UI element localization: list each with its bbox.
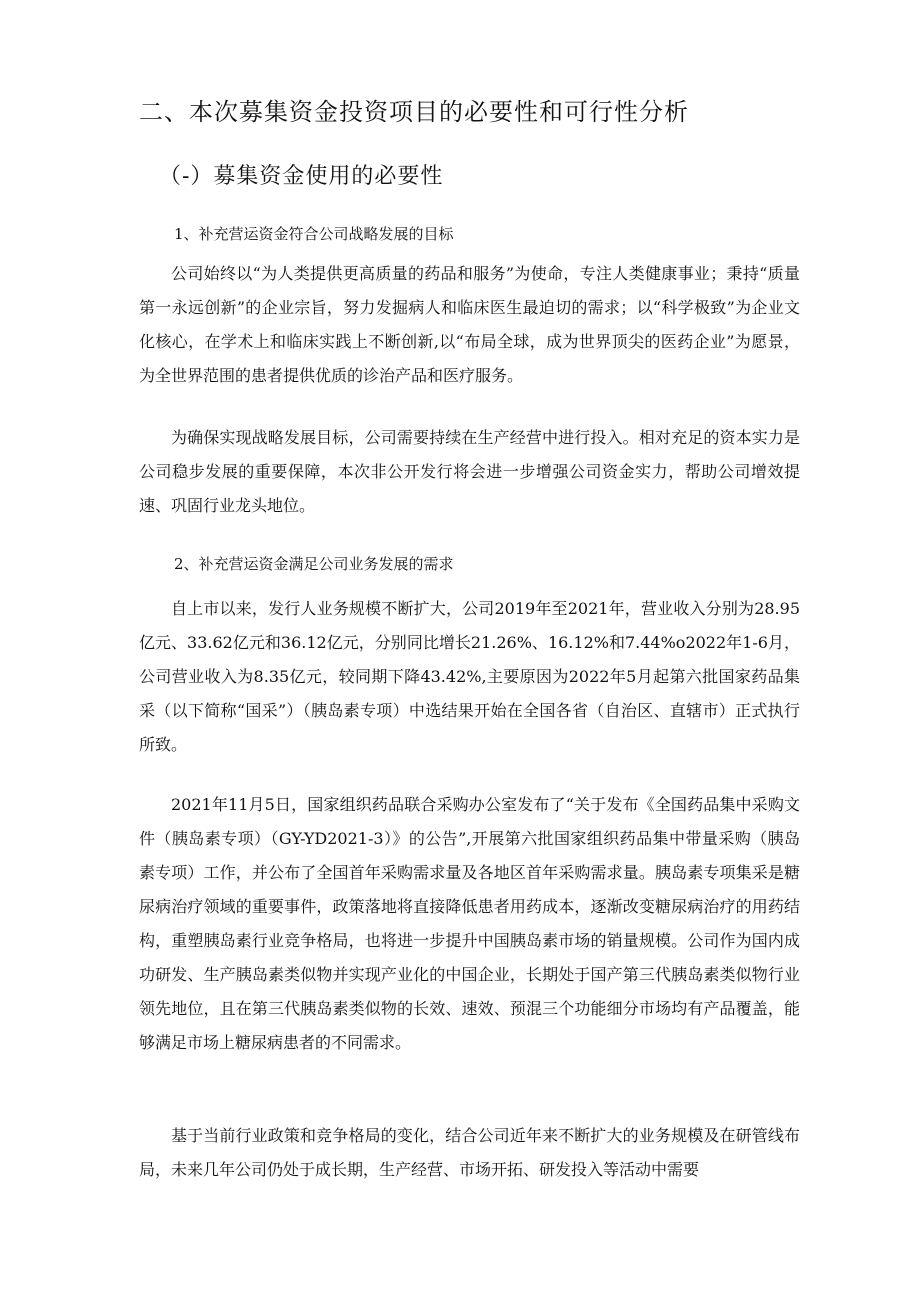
item2-paragraph-3: 基于当前行业政策和竞争格局的变化，结合公司近年来不断扩大的业务规模及在研管线布局，未来几年公司仍处于成长期，生产经营、市场开拓、研发投入等活动中需要: [139, 1126, 800, 1179]
section-title: 二、本次募集资金投资项目的必要性和可行性分析: [139, 98, 689, 126]
item2-heading: 2、补充营运资金满足公司业务发展的需求: [174, 555, 454, 573]
item2-paragraph-2: 2021年11月5日，国家组织药品联合采购办公室发布了“关于发布《全国药品集中采购文件（胰岛素专项）（GY-YD2021-3）》的公告”,开展第六批国家组织药品集中带量采购（胰岛素专项）工作，并公布了全国首年采购需求量及各地区首年采购需求量。胰岛素专项集采是糖尿病治疗领域的重要事件，政策落地将直接降低患者用药成本，逐渐改变糖尿病治疗的用药结构，重塑胰岛素行业竞争格局，也将进一步提升中国胰岛素市场的销量规模。公司作为国内成功研发、生产胰岛素类似物并实现产业化的中国企业，长期处于国产第三代胰岛素类似物行业领先地位，且在第三代胰岛素类似物的长效、速效、预混三个功能细分市场均有产品覆盖，能够满足市场上糖尿病患者的不同需求。: [139, 795, 800, 1052]
item1-paragraph-2: 为确保实现战略发展目标，公司需要持续在生产经营中进行投入。相对充足的资本实力是公司稳步发展的重要保障，本次非公开发行将会进一步增强公司资金实力，帮助公司增效提速、巩固行业龙头地位。: [139, 428, 800, 515]
subsection-title: （-）募集资金使用的必要性: [159, 164, 444, 189]
item1-heading: 1、补充营运资金符合公司战略发展的目标: [174, 225, 454, 243]
item1-paragraph-1: 公司始终以“为人类提供更高质量的药品和服务”为使命，专注人类健康事业；秉持“质量第一永远创新”的企业宗旨，努力发掘病人和临床医生最迫切的需求；以“科学极致”为企业文化核心，在学术上和临床实践上不断创新,以“布局全球，成为世界顶尖的医药企业”为愿景，为全世界范围的患者提供优质的诊治产品和医疗服务。: [139, 264, 800, 385]
item2-paragraph-1: 自上市以来，发行人业务规模不断扩大，公司2019年至2021年，营业收入分别为28.95亿元、33.62亿元和36.12亿元，分别同比增长21.26%、16.12%和7.44%o2022年1-6月，公司营业收入为8.35亿元，较同期下降43.42%,主要原因为2022年5月起第六批国家药品集采（以下简称“国采”）（胰岛素专项）中选结果开始在全国各省（自治区、直辖市）正式执行所致。: [139, 599, 800, 754]
